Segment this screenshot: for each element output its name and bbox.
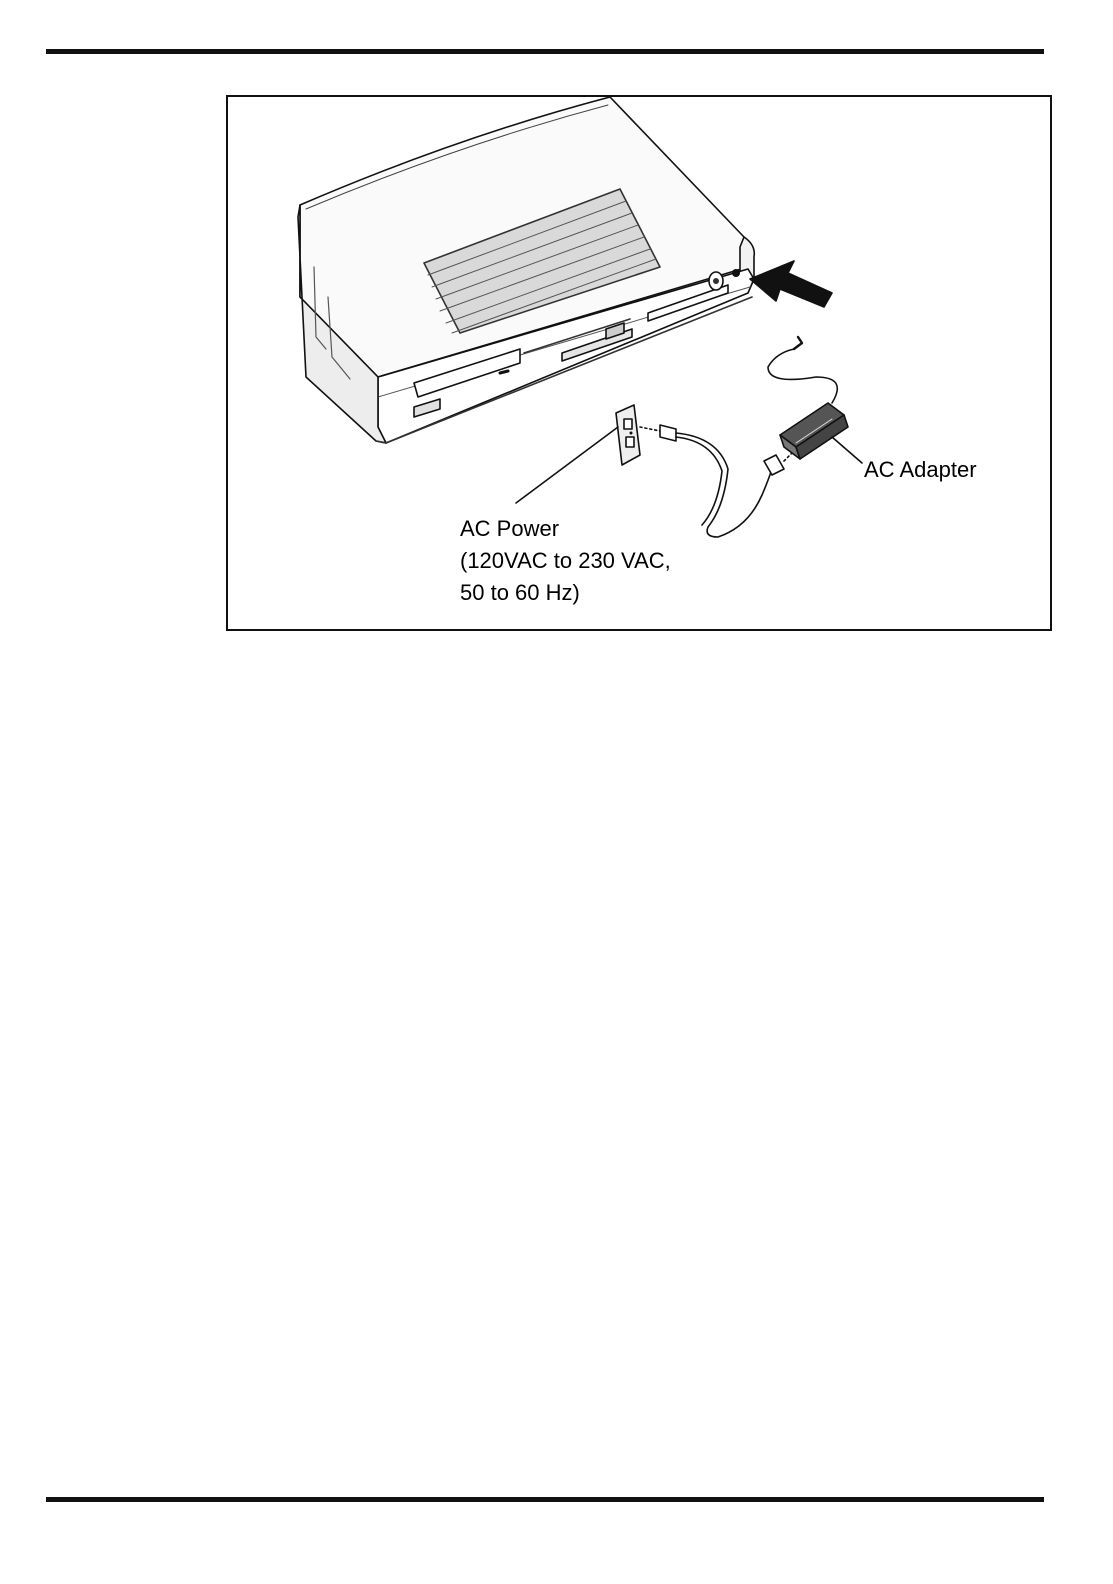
arrow-icon [750, 261, 832, 307]
figure-frame [226, 95, 1052, 631]
ac-power-label-line2: (120VAC to 230 VAC, [460, 548, 671, 573]
ac-power-label-line1: AC Power [460, 516, 560, 541]
footer-rule [46, 1497, 1044, 1502]
power-leader-line [516, 427, 618, 503]
ac-power-label-line3: 50 to 60 Hz) [460, 580, 580, 605]
adapter-leader-line [832, 437, 862, 463]
notebook-computer [298, 97, 754, 443]
header-rule [46, 49, 1044, 54]
wall-outlet [616, 405, 640, 465]
ac-power-label [460, 513, 671, 609]
ac-adapter-label: AC Adapter [864, 457, 977, 482]
